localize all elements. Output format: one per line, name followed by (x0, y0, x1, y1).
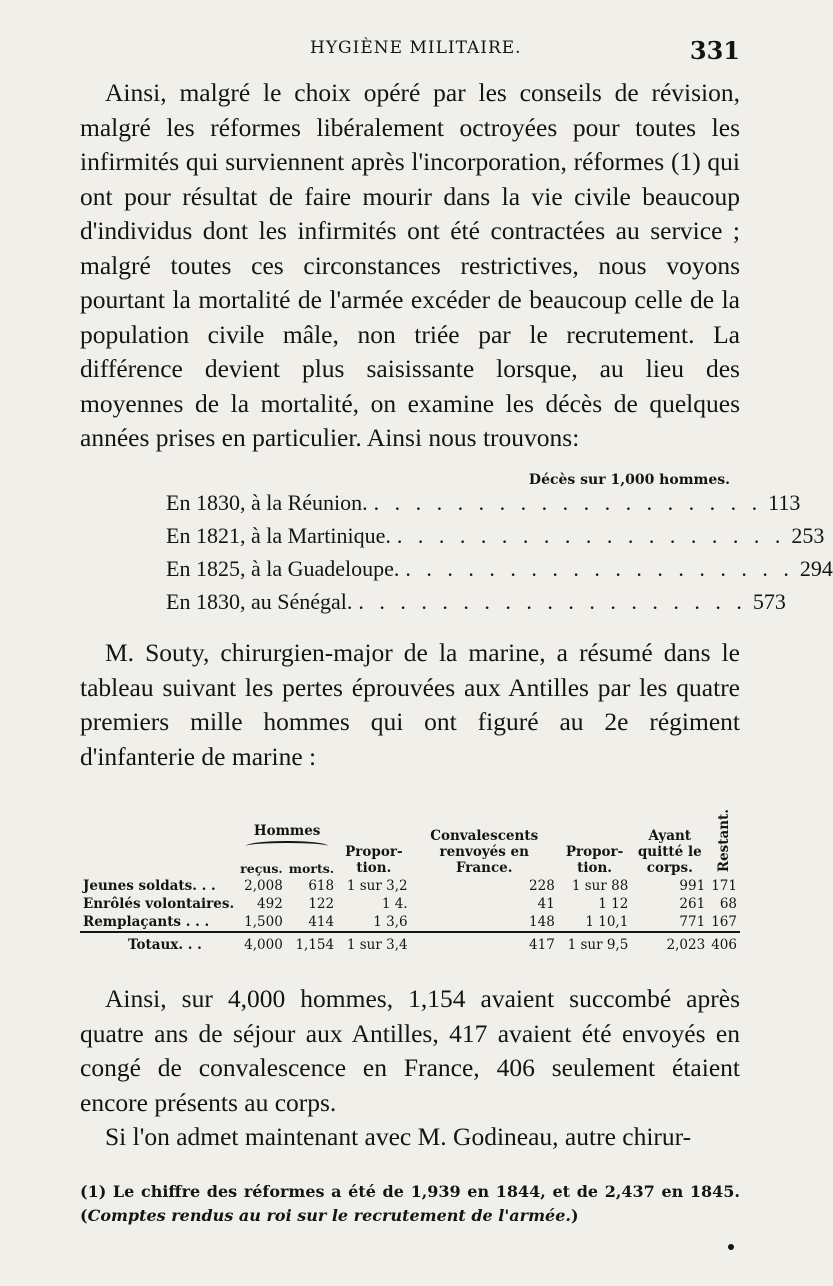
cell-proportion-2: 1 sur 88 (571, 878, 629, 895)
cell-restant: 171 (711, 878, 737, 895)
list-item (166, 589, 786, 622)
cell-restant: 406 (708, 932, 740, 954)
table-total-row (80, 932, 740, 954)
paragraph-summary: Ainsi, sur 4,000 hommes, 1,154 avaient succombé après quatre ans de séjour aux Antilles, 417 avaient été envoyés en congé de convalescence en France, 406 seulement étaient encore présents au corps. (80, 984, 740, 1117)
cell-convalescents: 228 (529, 878, 555, 895)
list-item (166, 523, 825, 556)
cell-proportion-2: 1 sur 9,5 (558, 932, 631, 954)
cell-morts: 618 (308, 878, 335, 895)
death-value: 294 (799, 556, 833, 581)
header-proportion-2: Propor-tion. (565, 844, 624, 877)
header-recus: reçus. (240, 861, 283, 877)
cell-recus: 4,000 (237, 932, 286, 954)
death-value: 113 (768, 490, 801, 515)
header-restant-label: Restant. (716, 809, 733, 873)
header-proportion-1: Propor-tion. (345, 844, 403, 877)
cell-morts: 122 (308, 896, 335, 913)
cell-recus: 2,008 (244, 878, 283, 895)
leader-dots: . . . . . . . . . . . . . . . . . . . (358, 589, 747, 614)
table-row (80, 913, 740, 932)
cell-morts: 1,154 (286, 932, 337, 954)
death-label: En 1830, au Sénégal. (166, 589, 353, 614)
list-item (166, 556, 833, 589)
footnote-text: (1) Le chiffre des réformes a été de 1,939 en 1844, et de 2,437 en 1845. ( (80, 1182, 740, 1225)
cell-restant: 68 (719, 896, 737, 913)
death-label: En 1825, à la Guadeloupe. (166, 556, 400, 581)
row-label: Jeunes soldats. . . (83, 878, 216, 895)
ink-dot (728, 1244, 734, 1250)
cell-proportion-2: 1 12 (598, 896, 629, 913)
page-number: 331 (689, 36, 740, 65)
cell-proportion-2: 1 10,1 (585, 914, 629, 931)
table-row (80, 895, 740, 913)
cell-proportion-1: 1 4. (381, 896, 408, 913)
cell-convalescents: 417 (411, 932, 558, 954)
cell-recus: 1,500 (244, 914, 283, 931)
row-label: Totaux. . . (80, 932, 237, 954)
cell-recus: 492 (257, 896, 283, 913)
paragraph-souty: M. Souty, chirurgien-major de la marine, a résumé dans le tableau suivant les pertes éprouvées aux Antilles par les quatre premiers mille hommes qui ont figuré au 2e régiment d'infanterie de marine : (80, 638, 740, 771)
header-restant (708, 808, 740, 877)
header-morts: morts. (288, 861, 335, 877)
header-hommes-label: Hommes (253, 822, 321, 839)
cell-restant: 167 (711, 914, 737, 931)
leader-dots: . . . . . . . . . . . . . . . . . . . (373, 490, 763, 515)
cell-proportion-1: 1 sur 3,4 (337, 932, 410, 954)
death-value: 253 (791, 523, 825, 548)
header-hommes (237, 808, 337, 853)
table-header-row (80, 808, 740, 853)
cell-convalescents: 41 (537, 896, 555, 913)
row-label: Enrôlés volontaires. (83, 896, 235, 913)
deaths-list (166, 490, 833, 622)
row-label: Remplaçants . . . (83, 914, 210, 931)
cell-proportion-1: 1 3,6 (373, 914, 408, 931)
death-label: En 1821, à la Martinique. (166, 523, 391, 548)
leader-dots: . . . . . . . . . . . . . . . . . . . (396, 523, 786, 548)
cell-ayant-quitte: 771 (679, 914, 706, 931)
page-header (80, 38, 740, 68)
table-row (80, 877, 740, 895)
running-title: HYGIÈNE MILITAIRE. (310, 38, 522, 58)
cell-ayant-quitte: 2,023 (631, 932, 708, 954)
brace-divider (246, 841, 328, 851)
footnote-close: ) (570, 1206, 579, 1225)
header-ayant-quitte: Ayant quitté le corps. (637, 828, 702, 877)
losses-table (80, 808, 740, 954)
cell-ayant-quitte: 261 (679, 896, 706, 913)
cell-morts: 414 (308, 914, 335, 931)
cell-proportion-1: 1 sur 3,2 (346, 878, 408, 895)
death-label: En 1830, à la Réunion. (166, 490, 368, 515)
footnote-citation: Comptes rendus au roi sur le recrutement de l'armée. (87, 1206, 571, 1225)
death-value: 573 (752, 589, 786, 614)
paragraph-mortality-intro: Ainsi, malgré le choix opéré par les conseils de révision, malgré les réformes libéralement octroyées pour toutes les infirmités qui surviennent après l'incorporation, réformes (1) qui ont pour résultat de faire mourir dans la vie civile beaucoup d'individus dont les infirmités ont été contractées au service ; malgré toutes ces circonstances restrictives, nous voyons pourtant la mortalité de l'armée excéder de beaucoup celle de la population civile mâle, non triée par le recrutement. La différence devient plus saisissante lorsque, au lieu des moyennes de la mortalité, on examine les décès de quelques années prises en particulier. Ainsi nous trouvons: (80, 78, 740, 452)
deaths-list-heading: Décès sur 1,000 hommes. (528, 472, 730, 488)
paragraph-godineau: Si l'on admet maintenant avec M. Godineau, autre chirur- (105, 1122, 692, 1151)
footnote (80, 1180, 740, 1228)
cell-convalescents: 148 (529, 914, 555, 931)
header-convalescents: Convalescents renvoyés en France. (430, 828, 539, 877)
list-item (166, 490, 801, 523)
cell-ayant-quitte: 991 (679, 878, 706, 895)
header-empty (80, 808, 237, 877)
leader-dots: . . . . . . . . . . . . . . . . . . . (405, 556, 794, 581)
